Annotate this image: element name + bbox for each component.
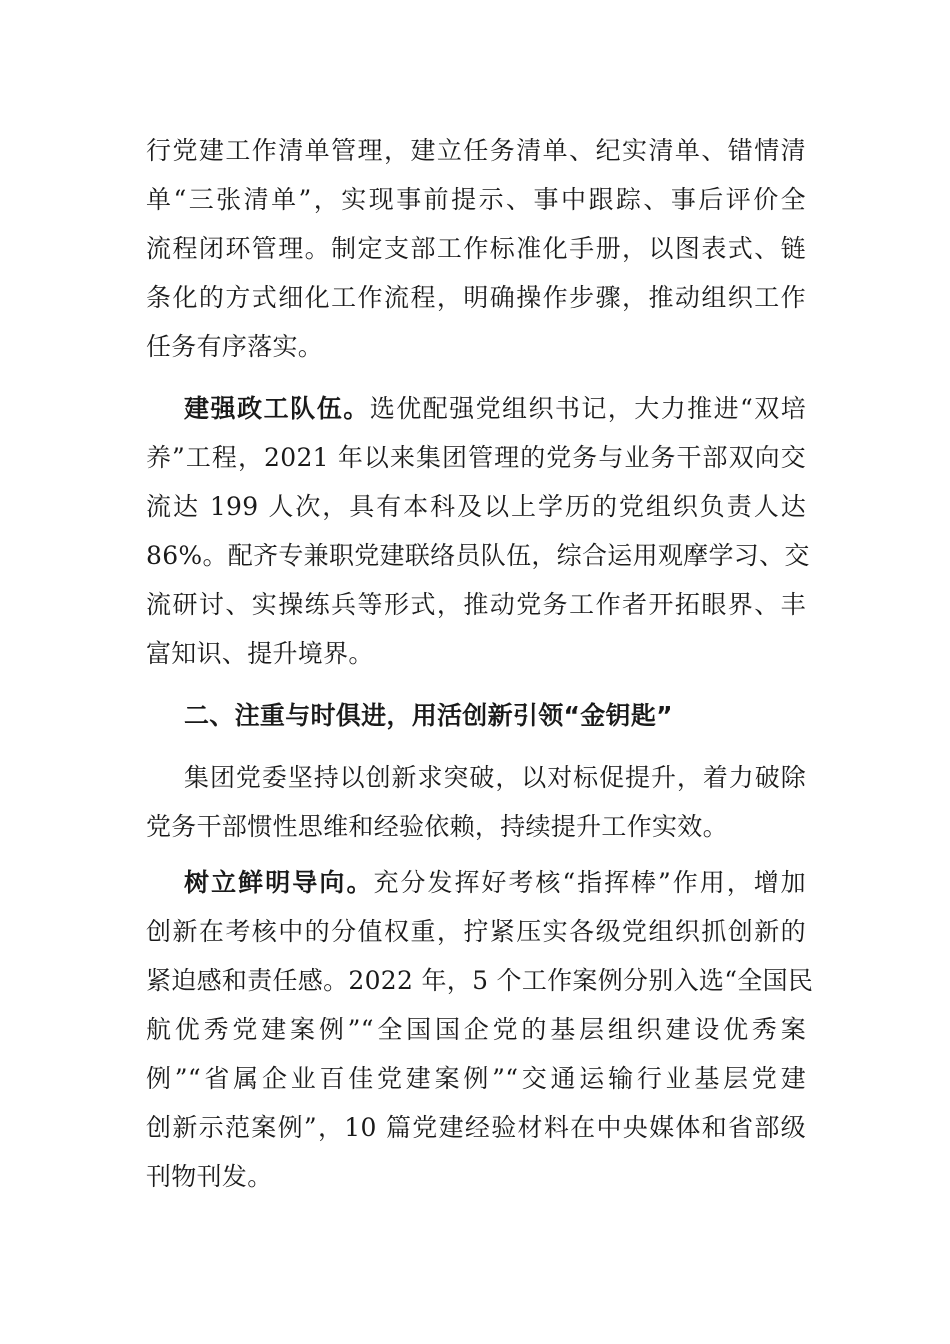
text-line-first: [184, 862, 806, 904]
text-run: 选优配强党组织书记，大力推进“双培: [369, 394, 806, 423]
text-line: 86%。配齐专兼职党建联络员队伍，综合运用观摩学习、交: [146, 541, 810, 570]
text-line: 单“三张清单”，实现事前提示、事中跟踪、事后评价全: [146, 185, 806, 214]
section-heading: 二、注重与时俱进，用活创新引领“金钥匙”: [184, 701, 673, 730]
text-line: 行党建工作清单管理，建立任务清单、纪实清单、错情清: [146, 136, 806, 165]
text-line: 航优秀党建案例”“全国国企党的基层组织建设优秀案: [146, 1015, 806, 1044]
text-line: 创新示范案例”，10 篇党建经验材料在中央媒体和省部级: [146, 1113, 806, 1142]
text-line: 党务干部惯性思维和经验依赖，持续提升工作实效。: [146, 812, 728, 841]
text-line: 流程闭环管理。制定支部工作标准化手册，以图表式、链: [146, 234, 806, 263]
text-line: 任务有序落实。: [146, 332, 324, 361]
bold-lead-text: 树立鲜明导向。: [184, 868, 374, 897]
text-line: 富知识、提升境界。: [146, 639, 374, 668]
text-line: 条化的方式细化工作流程，明确操作步骤，推动组织工作: [146, 283, 806, 312]
text-line: 例”“省属企业百佳党建案例”“交通运输行业基层党建: [146, 1064, 806, 1093]
bold-lead-text: 建强政工队伍。: [184, 394, 370, 423]
text-line: 流研讨、实操练兵等形式，推动党务工作者开拓眼界、丰: [146, 590, 806, 619]
text-line-first: [184, 388, 806, 430]
text-run: 充分发挥好考核“指挥棒”作用，增加: [373, 868, 806, 897]
text-line: 流达 199 人次，具有本科及以上学历的党组织负责人达: [146, 492, 806, 521]
text-line: 紧迫感和责任感。2022 年，5 个工作案例分别入选“全国民: [146, 966, 814, 995]
text-line-first: 集团党委坚持以创新求突破，以对标促提升，着力破除: [184, 763, 806, 792]
text-line: 养”工程，2021 年以来集团管理的党务与业务干部双向交: [146, 443, 806, 472]
text-line: 刊物刊发。: [146, 1162, 273, 1191]
text-line: 创新在考核中的分值权重，拧紧压实各级党组织抓创新的: [146, 917, 806, 946]
